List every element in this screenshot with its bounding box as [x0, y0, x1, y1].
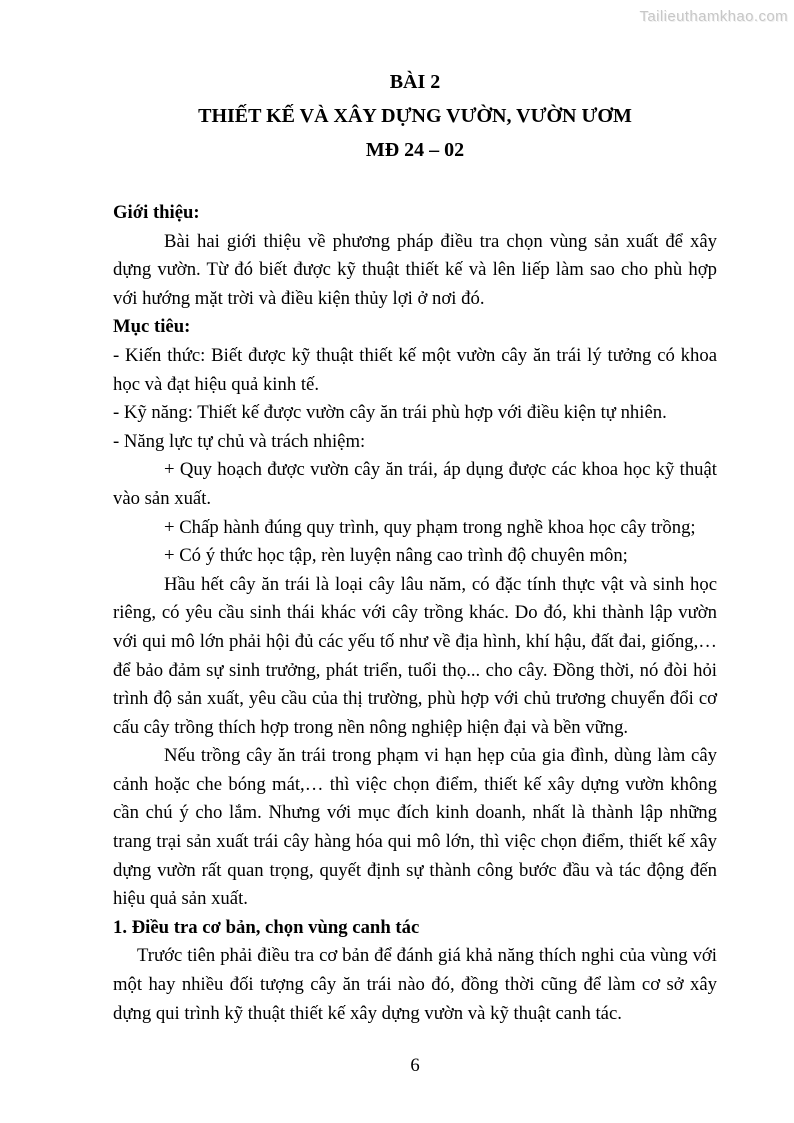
title-module-code: MĐ 24 – 02: [365, 139, 465, 161]
paragraph-autonomy-item-compliance: + Chấp hành đúng quy trình, quy phạm trong nghề khoa học cây trồng;: [164, 516, 696, 538]
paragraph-objective-autonomy: - Năng lực tự chủ và trách nhiệm:: [113, 430, 366, 452]
paragraph-garden-purpose: Nếu trồng cây ăn trái trong phạm vi hạn hẹp của gia đình, dùng làm cây cảnh hoặc che bóng mát,… thì việc chọn điểm, thiết kế xây dựng vườn không cần chú ý cho lắm. Nhưng với mục đích kinh doanh, nhất là thành lập những trang trại sản xuất trái cây hàng hóa qui mô lớn, thì việc chọn điểm, thiết kế xây dựng vườn rất quan trọng, quyết định sự thành công bước đầu và tác động đến hiệu quả sản xuất.: [113, 745, 717, 910]
section-heading-introduction: Giới thiệu:: [113, 202, 200, 223]
paragraph-basic-survey-intro: Trước tiên phải điều tra cơ bản để đánh giá khả năng thích nghi của vùng với một hay nhiều đối tượng cây ăn trái nào đó, đồng thời cũng để làm cơ sở xây dựng qui trình kỹ thuật thiết kế xây dựng vườn và kỹ thuật canh tác.: [113, 945, 717, 1024]
paragraph-autonomy-item-planning: + Quy hoạch được vườn cây ăn trái, áp dụng được các khoa học kỹ thuật vào sản xuất.: [113, 459, 717, 509]
page-content: [113, 65, 717, 1028]
paragraph-introduction: Bài hai giới thiệu về phương pháp điều tra chọn vùng sản xuất để xây dựng vườn. Từ đó biết được kỹ thuật thiết kế và lên liếp làm sao cho phù hợp với hướng mặt trời và điều kiện thủy lợi ở nơi đó.: [113, 230, 717, 309]
paragraph-objective-skill: - Kỹ năng: Thiết kế được vườn cây ăn trái phù hợp với điều kiện tự nhiên.: [113, 402, 667, 424]
paragraph-autonomy-item-attitude: + Có ý thức học tập, rèn luyện nâng cao trình độ chuyên môn;: [164, 545, 628, 567]
section-heading-basic-survey: 1. Điều tra cơ bản, chọn vùng canh tác: [113, 916, 420, 938]
paragraph-fruit-tree-characteristics: Hầu hết cây ăn trái là loại cây lâu năm, có đặc tính thực vật và sinh học riêng, có yêu cầu sinh thái khác với cây trồng khác. Do đó, khi thành lập vườn với qui mô lớn phải hội đủ các yếu tố như về địa hình, khí hậu, đất đai, giống,…để bảo đảm sự sinh trưởng, phát triển, tuổi thọ... cho cây. Đồng thời, nó đòi hỏi trình độ sản xuất, yêu cầu của thị trường, phù hợp với chủ trương chuyển đổi cơ cấu cây trồng thích hợp trong nền nông nghiệp hiện đại và bền vững.: [113, 573, 717, 738]
paragraph-objective-knowledge: - Kiến thức: Biết được kỹ thuật thiết kế một vườn cây ăn trái lý tưởng có khoa học và đạt hiệu quả kinh tế.: [113, 344, 717, 395]
page-number: 6: [410, 1055, 420, 1076]
watermark-text: Tailieuthamkhao.com: [639, 8, 788, 25]
title-lesson-name: THIẾT KẾ VÀ XÂY DỰNG VƯỜN, VƯỜN ƯƠM: [198, 105, 632, 127]
section-heading-objectives: Mục tiêu:: [113, 316, 191, 338]
document-title-block: [113, 65, 717, 167]
title-lesson-number: BÀI 2: [389, 71, 441, 93]
